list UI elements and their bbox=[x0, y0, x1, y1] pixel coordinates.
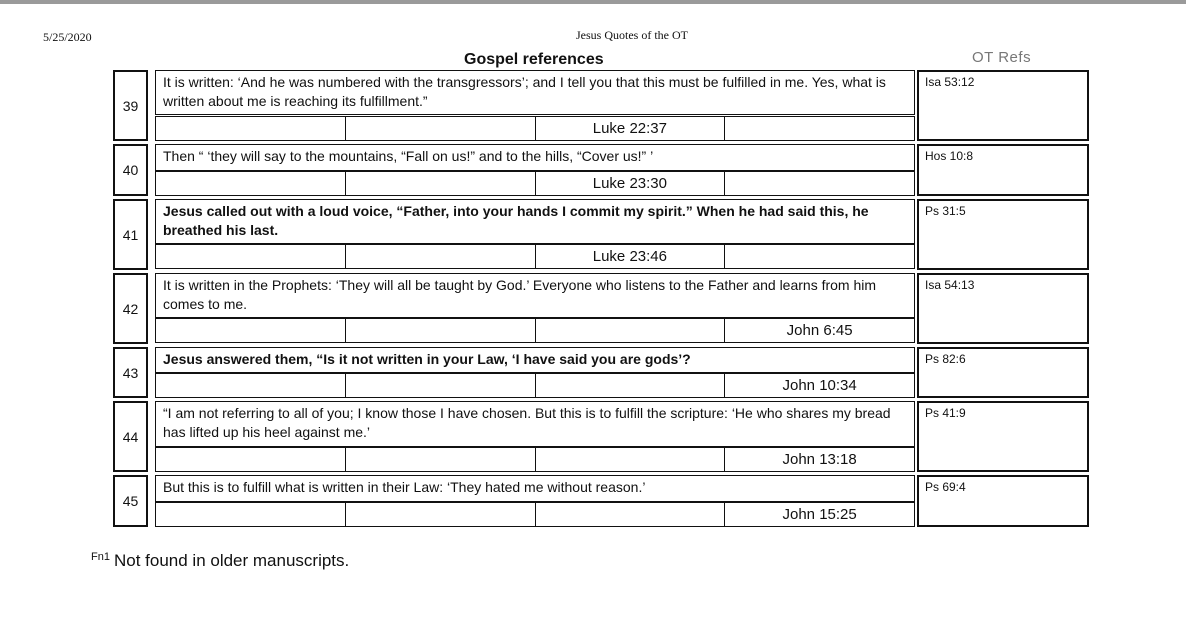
reference-cell bbox=[156, 374, 345, 397]
reference-cell bbox=[345, 117, 535, 140]
reference-cell: John 15:25 bbox=[724, 503, 914, 526]
row-number: 43 bbox=[113, 347, 148, 398]
ot-reference: Isa 54:13 bbox=[917, 273, 1089, 344]
reference-cell bbox=[156, 448, 345, 471]
footnote-marker: Fn1 bbox=[91, 551, 110, 563]
quote-text: Jesus answered them, “Is it not written in your Law, ‘I have said you are gods’? bbox=[155, 347, 915, 373]
reference-cell bbox=[345, 448, 535, 471]
reference-row bbox=[155, 318, 915, 343]
quote-text: It is written: ‘And he was numbered with the transgressors’; and I tell you that this must be fulfilled in me. Yes, what is written about me is reaching its fulfillment.” bbox=[155, 70, 915, 115]
row-number: 44 bbox=[113, 401, 148, 472]
reference-cell bbox=[345, 319, 535, 342]
reference-cell bbox=[156, 172, 345, 195]
quote-text: But this is to fulfill what is written in their Law: ‘They hated me without reason.’ bbox=[155, 475, 915, 502]
reference-cell bbox=[345, 172, 535, 195]
print-date: 5/25/2020 bbox=[43, 30, 92, 44]
reference-cell bbox=[724, 117, 914, 140]
reference-row bbox=[155, 502, 915, 527]
reference-row bbox=[155, 171, 915, 196]
reference-cell: Luke 22:37 bbox=[535, 117, 725, 140]
quote-text: “I am not referring to all of you; I know those I have chosen. But this is to fulfill the scripture: ‘He who shares my bread has lifted up his heel against me.’ bbox=[155, 401, 915, 447]
reference-cell: Luke 23:30 bbox=[535, 172, 725, 195]
reference-row bbox=[155, 244, 915, 269]
reference-cell bbox=[156, 117, 345, 140]
reference-cell bbox=[345, 374, 535, 397]
quote-text: Then “ ‘they will say to the mountains, “Fall on us!” and to the hills, “Cover us!” ’ bbox=[155, 144, 915, 171]
reference-row bbox=[155, 116, 915, 141]
row-number: 40 bbox=[113, 144, 148, 196]
reference-cell bbox=[724, 245, 914, 268]
reference-cell: John 10:34 bbox=[724, 374, 914, 397]
document-title: Jesus Quotes of the OT bbox=[576, 28, 688, 42]
reference-cell: John 13:18 bbox=[724, 448, 914, 471]
ot-reference: Isa 53:12 bbox=[917, 70, 1089, 141]
gospel-references-heading: Gospel references bbox=[464, 51, 604, 68]
row-number: 41 bbox=[113, 199, 148, 270]
reference-cell bbox=[345, 245, 535, 268]
reference-cell bbox=[156, 245, 345, 268]
reference-cell bbox=[535, 448, 725, 471]
ot-refs-heading: OT Refs bbox=[972, 49, 1032, 66]
reference-row bbox=[155, 373, 915, 398]
footnote bbox=[91, 551, 349, 571]
quote-text: It is written in the Prophets: ‘They will all be taught by God.’ Everyone who listens to the Father and learns from him comes to me. bbox=[155, 273, 915, 318]
ot-reference: Ps 82:6 bbox=[917, 347, 1089, 398]
ot-reference: Hos 10:8 bbox=[917, 144, 1089, 196]
top-border bbox=[0, 0, 1186, 4]
reference-cell bbox=[535, 319, 725, 342]
reference-row bbox=[155, 447, 915, 472]
quote-text: Jesus called out with a loud voice, “Father, into your hands I commit my spirit.” When he had said this, he breathed his last. bbox=[155, 199, 915, 244]
row-number: 42 bbox=[113, 273, 148, 344]
reference-cell: John 6:45 bbox=[724, 319, 914, 342]
ot-reference: Ps 41:9 bbox=[917, 401, 1089, 472]
row-number: 39 bbox=[113, 70, 148, 141]
ot-reference: Ps 69:4 bbox=[917, 475, 1089, 527]
row-number: 45 bbox=[113, 475, 148, 527]
footnote-text: Not found in older manuscripts. bbox=[113, 551, 350, 570]
reference-cell: Luke 23:46 bbox=[535, 245, 725, 268]
reference-cell bbox=[535, 374, 725, 397]
reference-cell bbox=[345, 503, 535, 526]
reference-cell bbox=[535, 503, 725, 526]
reference-cell bbox=[156, 319, 345, 342]
reference-cell bbox=[724, 172, 914, 195]
reference-cell bbox=[156, 503, 345, 526]
ot-reference: Ps 31:5 bbox=[917, 199, 1089, 270]
